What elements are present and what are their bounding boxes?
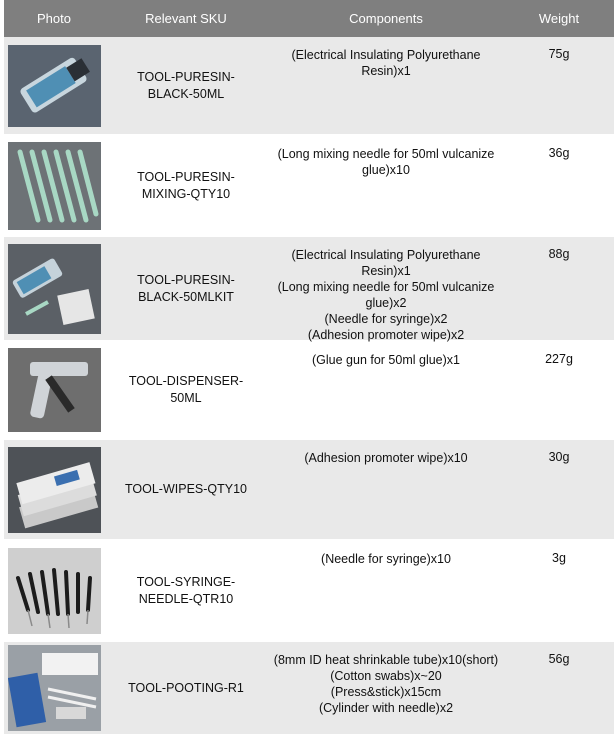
component-line: (Long mixing needle for 50ml vulcanize glue)x10 — [277, 147, 495, 177]
weight-value: 36g — [548, 146, 570, 160]
header-weight: Weight — [538, 11, 580, 26]
sku-label: TOOL-POOTING-R1 — [128, 680, 244, 695]
component-line: (8mm ID heat shrinkable tube)x10(short) — [273, 653, 499, 667]
components-cell — [268, 541, 504, 640]
weight-value: 56g — [548, 652, 570, 666]
table-header — [4, 0, 614, 37]
components-cell — [268, 237, 504, 340]
syringe-needles-photo — [8, 548, 101, 634]
wipes-photo — [8, 447, 101, 533]
sku-label: TOOL-PURESIN-BLACK-50MLKIT — [137, 272, 235, 304]
component-line: (Cotton swabs)x~20 — [330, 669, 442, 683]
components-cell — [268, 37, 504, 134]
header-sku: Relevant SKU — [145, 11, 227, 26]
sku-label: TOOL-SYRINGE-NEEDLE-QTR10 — [136, 574, 236, 606]
table-row — [4, 642, 614, 734]
table-row — [4, 37, 614, 134]
sku-label: TOOL-PURESIN-MIXING-QTY10 — [137, 169, 235, 201]
weight-value: 30g — [548, 450, 570, 464]
resin-kit-photo — [8, 244, 101, 334]
weight-value: 75g — [548, 47, 570, 61]
component-line: (Long mixing needle for 50ml vulcanize glue)x2 — [277, 280, 495, 310]
component-line: (Adhesion promoter wipe)x10 — [304, 451, 468, 465]
header-photo: Photo — [37, 11, 71, 26]
product-table — [4, 0, 614, 734]
table-row — [4, 440, 614, 539]
weight-value: 88g — [548, 247, 570, 261]
table-row — [4, 237, 614, 340]
component-line: (Adhesion promoter wipe)x2 — [307, 328, 465, 342]
table-row — [4, 342, 614, 438]
glue-gun-photo — [8, 348, 101, 432]
table-row — [4, 136, 614, 235]
table-row — [4, 541, 614, 640]
sku-label: TOOL-DISPENSER-50ML — [128, 374, 244, 405]
weight-value: 3g — [552, 551, 566, 565]
component-line: (Press&stick)x15cm — [330, 685, 442, 699]
sku-label: TOOL-WIPES-QTY10 — [124, 482, 247, 496]
components-cell — [268, 342, 504, 438]
components-cell — [268, 642, 504, 734]
components-cell — [268, 440, 504, 539]
component-line: (Cylinder with needle)x2 — [318, 701, 454, 715]
header-components: Components — [349, 11, 423, 26]
sku-label: TOOL-PURESIN-BLACK-50ML — [137, 69, 235, 101]
weight-value: 227g — [545, 352, 573, 366]
component-line: (Electrical Insulating Polyurethane Resin)x1 — [291, 248, 481, 278]
potting-kit-photo — [8, 645, 101, 731]
component-line: (Glue gun for 50ml glue)x1 — [312, 353, 460, 367]
component-line: (Needle for syringe)x2 — [324, 312, 448, 326]
resin-cartridge-photo — [8, 45, 101, 127]
mixing-nozzles-photo — [8, 142, 101, 230]
components-cell — [268, 136, 504, 235]
component-line: (Needle for syringe)x10 — [321, 552, 451, 566]
component-line: (Electrical Insulating Polyurethane Resin)x1 — [291, 48, 481, 78]
